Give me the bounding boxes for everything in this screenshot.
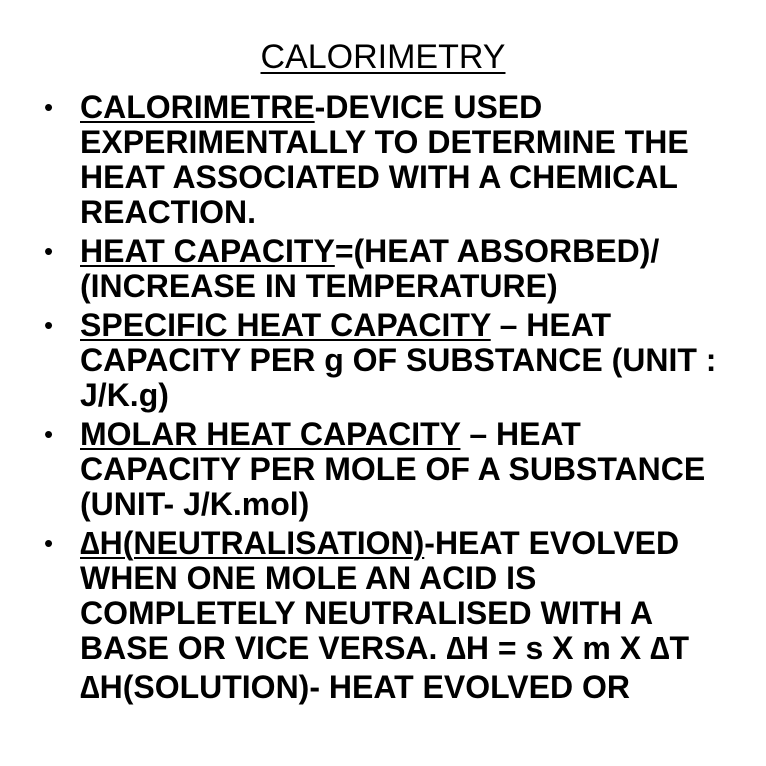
definition-specific-heat-capacity: – HEAT CAPACITY PER g OF SUBSTANCE (UNIT : J/K.g) <box>80 307 717 413</box>
term-heat-capacity: HEAT CAPACITY <box>80 233 335 269</box>
bullet-dot: • <box>44 236 54 266</box>
bullet-specific-heat-capacity <box>0 308 740 413</box>
term-calorimetre: CALORIMETRE <box>80 89 315 125</box>
bullet-dot: • <box>44 310 54 340</box>
definition-heat-capacity: =(HEAT ABSORBED)/ (INCREASE IN TEMPERATURE) <box>80 233 660 304</box>
bullet-calorimetre <box>0 90 740 230</box>
bullet-list <box>0 90 740 709</box>
bullet-neutralisation <box>0 526 740 666</box>
slide-title-text: CALORIMETRY <box>260 38 506 76</box>
definition-calorimetre: -DEVICE USED EXPERIMENTALLY TO DETERMINE THE HEAT ASSOCIATED WITH A CHEMICAL REACTION. <box>80 89 689 230</box>
bullet-dot: • <box>44 419 54 449</box>
bullet-solution-cut-off <box>0 670 740 705</box>
definition-solution: ∆H(SOLUTION)- HEAT EVOLVED OR <box>80 669 630 705</box>
slide-title <box>0 37 766 77</box>
term-specific-heat-capacity: SPECIFIC HEAT CAPACITY <box>80 307 491 343</box>
definition-neutralisation: -HEAT EVOLVED WHEN ONE MOLE AN ACID IS COMPLETELY NEUTRALISED WITH A BASE OR VICE VERSA. ∆H = s X m X ∆T <box>80 525 690 666</box>
bullet-dot: • <box>44 92 54 122</box>
bullet-dot: • <box>44 528 54 558</box>
term-molar-heat-capacity: MOLAR HEAT CAPACITY <box>80 416 461 452</box>
definition-molar-heat-capacity: – HEAT CAPACITY PER MOLE OF A SUBSTANCE (UNIT- J/K.mol) <box>80 416 706 522</box>
bullet-molar-heat-capacity <box>0 417 740 522</box>
bullet-heat-capacity <box>0 234 740 304</box>
term-neutralisation: ∆H(NEUTRALISATION) <box>80 525 425 561</box>
